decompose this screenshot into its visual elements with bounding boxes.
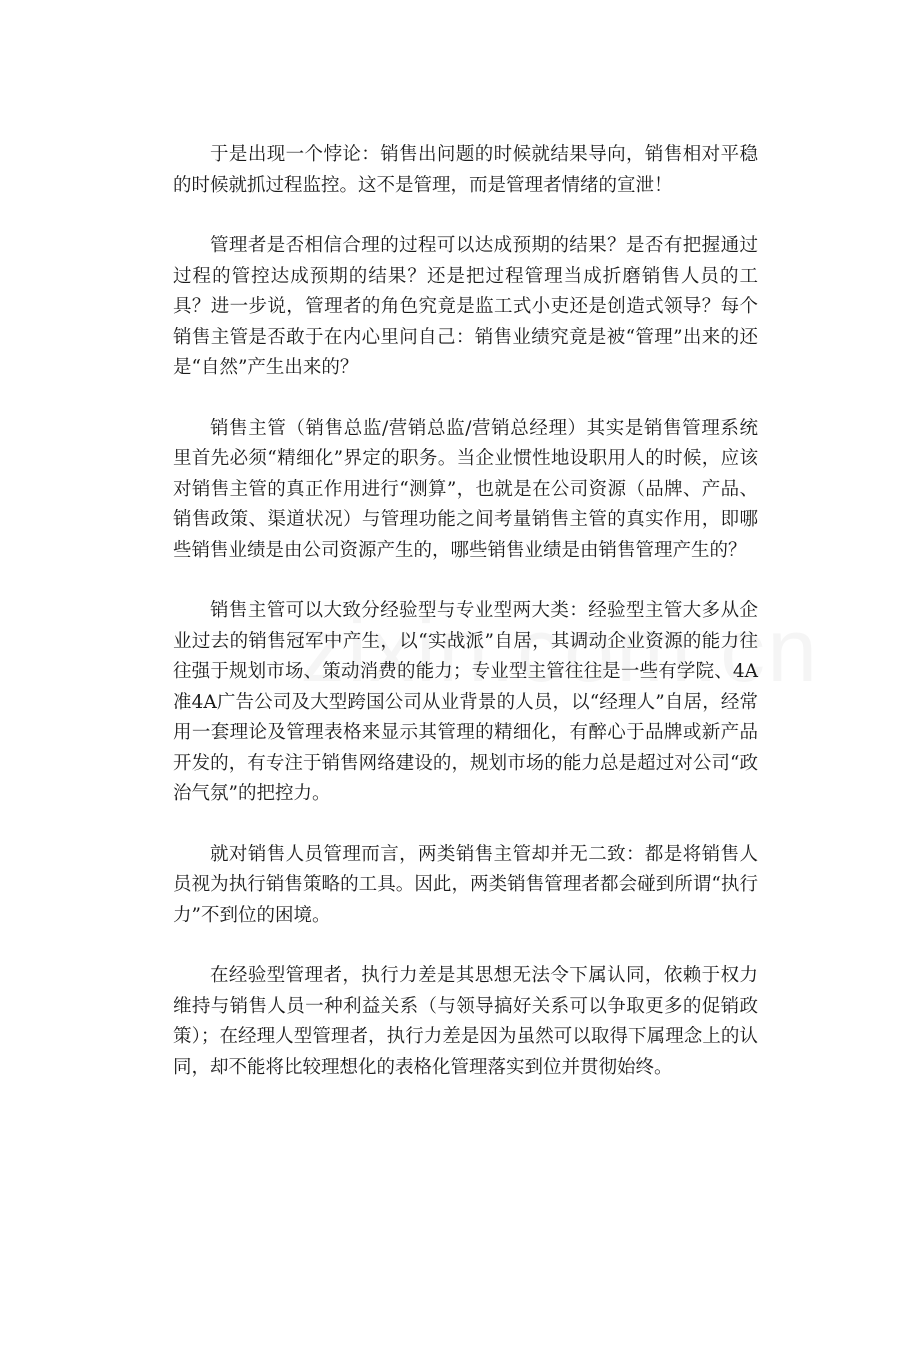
paragraph-4: 销售主管可以大致分经验型与专业型两大类：经验型主管大多从企业过去的销售冠军中产生，以“实战派”自居，其调动企业资源的能力往往强于规划市场、策动消费的能力；专业型主管往往是一些有学院、4A准4A广告公司及大型跨国公司从业背景的人员，以“经理人”自居，经常用一套理论及管理表格来显示其管理的精细化，有醉心于品牌或新产品开发的，有专注于销售网络建设的，规划市场的能力总是超过对公司“政治气氛”的把控力。 [173, 600, 758, 804]
paragraph-5: 就对销售人员管理而言，两类销售主管却并无二致：都是将销售人员视为执行销售策略的工具。因此，两类销售管理者都会碰到所谓“执行力”不到位的困境。 [173, 843, 758, 926]
paragraph-2: 管理者是否相信合理的过程可以达成预期的结果？是否有把握通过过程的管控达成预期的结果？还是把过程管理当成折磨销售人员的工具？进一步说，管理者的角色究竟是监工式小吏还是创造式领导？每个销售主管是否敢于在内心里问自己：销售业绩究竟是被“管理”出来的还是“自然”产生出来的？ [173, 235, 758, 378]
document-body [173, 140, 758, 1113]
paragraph-3: 销售主管（销售总监/营销总监/营销总经理）其实是销售管理系统里首先必须“精细化”界定的职务。当企业惯性地设职用人的时候，应该对销售主管的真正作用进行“测算”，也就是在公司资源（品牌、产品、销售政策、渠道状况）与管理功能之间考量销售主管的真实作用，即哪些销售业绩是由公司资源产生的，哪些销售业绩是由销售管理产生的？ [173, 417, 758, 561]
paragraph-6: 在经验型管理者，执行力差是其思想无法令下属认同，依赖于权力维持与销售人员一种利益关系（与领导搞好关系可以争取更多的促销政策）；在经理人型管理者，执行力差是因为虽然可以取得下属理念上的认同，却不能将比较理想化的表格化管理落实到位并贯彻始终。 [173, 965, 758, 1078]
paragraph-1: 于是出现一个悖论：销售出问题的时候就结果导向，销售相对平稳的时候就抓过程监控。这不是管理，而是管理者情绪的宣泄！ [173, 144, 758, 196]
